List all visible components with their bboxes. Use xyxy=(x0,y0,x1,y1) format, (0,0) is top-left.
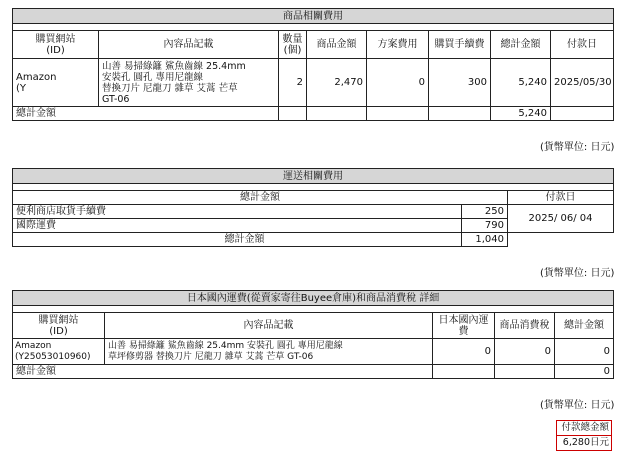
domestic-currency-note: (貨幣單位: 日元) xyxy=(540,400,615,411)
row-consumption-tax: 0 xyxy=(495,339,555,365)
domestic-total-label: 總計金額 xyxy=(13,365,433,379)
shipping-fees-title: 運送相關費用 xyxy=(13,169,614,184)
product-total-value: 5,240 xyxy=(491,107,551,121)
header-subtotal: 總計金額 xyxy=(555,313,614,339)
row-subtotal: 0 xyxy=(555,339,614,365)
row-subtotal: 5,240 xyxy=(491,59,551,107)
shipping-fees-table xyxy=(12,168,614,247)
row-plan-fee: 0 xyxy=(367,59,429,107)
product-total-label: 總計金額 xyxy=(13,107,279,121)
row-purchase-fee: 300 xyxy=(429,59,491,107)
header-pay-date: 付款日 xyxy=(551,31,614,59)
shipping-currency-note: (貨幣單位: 日元) xyxy=(540,268,615,279)
row-pay-date: 2025/05/30 xyxy=(551,59,614,107)
domestic-total-value: 0 xyxy=(555,365,614,379)
grand-total-label: 付款總金額 xyxy=(557,421,612,436)
domestic-tax-title: 日本國內運費(從賣家寄往Buyee倉庫)和商品消費稅 詳細 xyxy=(13,291,614,306)
row-description: 山善 易掃綠籬 鯊魚齒線 25.4mm 安裝孔 圓孔 專用尼龍線 草坪修剪器 替換刀片 尼龍刀 雜草 艾蒿 芒草 GT-06 xyxy=(105,339,433,365)
row-amount: 2,470 xyxy=(307,59,367,107)
domestic-tax-table xyxy=(12,290,614,379)
shipping-row-label: 國際運費 xyxy=(13,219,462,233)
header-amount: 商品金額 xyxy=(307,31,367,59)
header-description: 內容品記載 xyxy=(99,31,279,59)
header-domestic-shipping: 日本國內運 費 xyxy=(433,313,495,339)
product-fees-title: 商品相關費用 xyxy=(13,9,614,24)
shipping-pay-date: 2025/ 06/ 04 xyxy=(508,205,614,233)
shipping-row-value: 790 xyxy=(462,219,508,233)
shipping-total-label: 總計金額 xyxy=(195,233,462,247)
header-quantity: 數量 (個) xyxy=(279,31,307,59)
shipping-pay-date-header: 付款日 xyxy=(508,191,614,205)
grand-total-box xyxy=(556,420,612,451)
shipping-row-value: 250 xyxy=(462,205,508,219)
header-purchase-fee: 購買手續費 xyxy=(429,31,491,59)
header-description: 內容品記載 xyxy=(105,313,433,339)
row-shop: Amazon (Y25053010960) xyxy=(13,339,105,365)
header-shop: 購買網站 (ID) xyxy=(13,313,105,339)
grand-total-value: 6,280日元 xyxy=(557,436,612,451)
shipping-total-value: 1,040 xyxy=(462,233,508,247)
header-shop: 購買網站 (ID) xyxy=(13,31,99,59)
product-currency-note: (貨幣單位: 日元) xyxy=(540,142,615,153)
row-shop: Amazon (Y xyxy=(13,59,99,107)
header-consumption-tax: 商品消費稅 xyxy=(495,313,555,339)
shipping-total-header: 總計金額 xyxy=(13,191,508,205)
row-domestic-shipping: 0 xyxy=(433,339,495,365)
row-description: 山善 易掃綠籬 鯊魚齒線 25.4mm 安裝孔 圓孔 專用尼龍線 替換刀片 尼龍刀 雜草 艾蒿 芒草 GT-06 xyxy=(99,59,279,107)
row-quantity: 2 xyxy=(279,59,307,107)
shipping-row-label: 便利商店取貨手續費 xyxy=(13,205,462,219)
header-subtotal: 總計金額 xyxy=(491,31,551,59)
product-fees-table xyxy=(12,8,614,121)
header-plan-fee: 方案費用 xyxy=(367,31,429,59)
